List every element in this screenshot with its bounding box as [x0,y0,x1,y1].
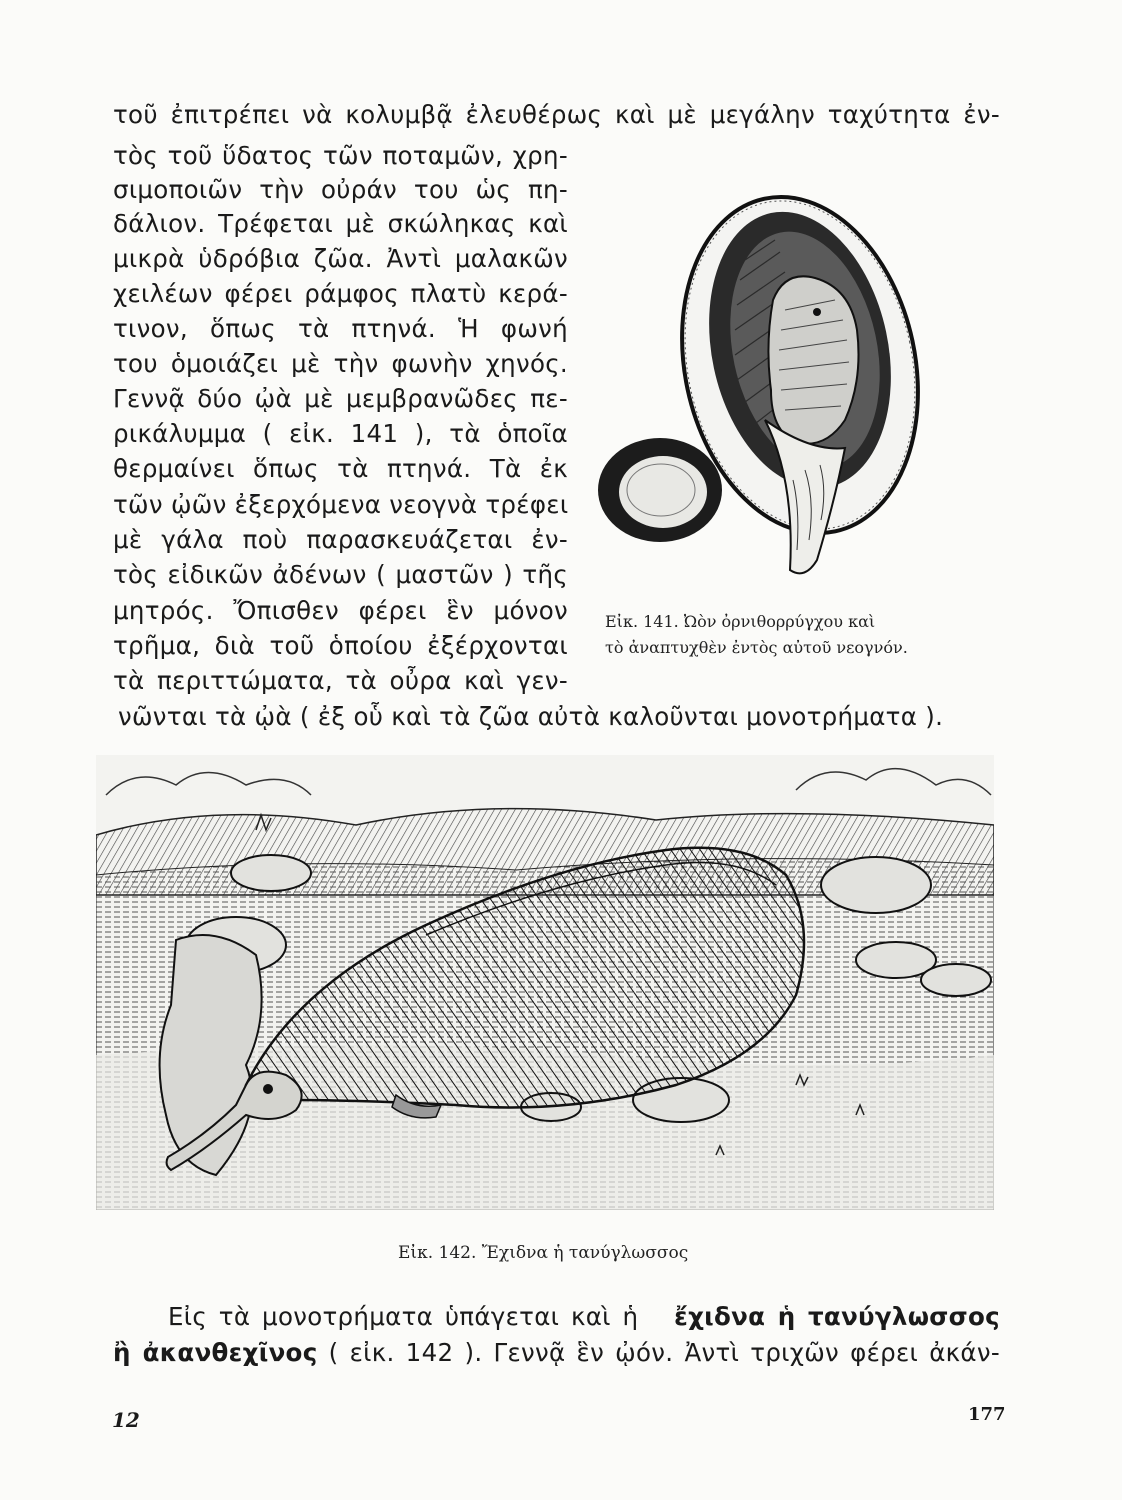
signature-mark: 12 [112,1408,140,1432]
text-line: τὰ περιττώματα, τὰ οὖρα καὶ γεν- [113,666,568,695]
text-line [113,1338,1000,1367]
page-number: 177 [968,1404,1006,1425]
text-line: σιμοποιῶν τὴν οὐράν του ὡς πη- [113,175,568,204]
text-line: τινον, ὅπως τὰ πτηνά. Ἡ φωνή [113,314,568,343]
bold-term: ἔχιδνα ἡ τανύγλωσσος [674,1302,1000,1331]
text-line: νῶνται τὰ ᾠὰ ( ἐξ οὗ καὶ τὰ ζῶα αὐτὰ καλοῦνται μονοτρήματα ). [118,702,944,731]
text-line: τὸς τοῦ ὕδατος τῶν ποταμῶν, χρη- [113,141,568,170]
text-line: Γεννᾷ δύο ᾠὰ μὲ μεμβρανῶδες πε- [113,384,568,413]
text-line: του ὁμοιάζει μὲ τὴν φωνὴν χηνός. [113,349,568,378]
text-line: χειλέων φέρει ράμφος πλατὺ κερά- [113,279,568,308]
text-line: τοῦ ἐπιτρέπει νὰ κολυμβᾷ ἐλευθέρως καὶ μὲ μεγάλην ταχύτητα ἐν- [113,100,1000,129]
text-segment: Εἰς τὰ μονοτρήματα ὑπάγεται καὶ ἡ [168,1302,639,1331]
text-line: ρικάλυμμα ( εἰκ. 141 ), τὰ ὁποῖα [113,419,568,448]
figure-141-caption-line1: Εἰκ. 141. Ὠὸν ὀρνιθορρύγχου καὶ [605,612,876,631]
text-line: τῶν ᾠῶν ἐξερχόμενα νεογνὰ τρέφει [113,490,569,519]
text-segment: ( εἰκ. 142 ). Γεννᾷ ἓν ᾠόν. Ἀντὶ τριχῶν φέρει ἀκάν- [328,1338,1000,1367]
text-line: μικρὰ ὑδρόβια ζῶα. Ἀντὶ μαλακῶν [113,244,568,273]
text-line: δάλιον. Τρέφεται μὲ σκώληκας καὶ [113,209,568,238]
text-line [168,1302,1000,1331]
figure-141-caption-line2: τὸ ἀναπτυχθὲν ἐντὸς αὐτοῦ νεογνόν. [605,638,908,657]
text-line: μὲ γάλα ποὺ παρασκευάζεται ἐν- [113,525,568,554]
text-line: τρῆμα, διὰ τοῦ ὁποίου ἐξέρχονται [113,631,568,660]
echidna-engraving-illustration [96,755,994,1210]
text-line: τὸς εἰδικῶν ἀδένων ( μαστῶν ) τῆς [113,560,568,589]
bold-term: ἢ ἀκανθεχῖνος [113,1338,318,1367]
text-line: μητρός. Ὄπισθεν φέρει ἓν μόνον [113,596,568,625]
egg-with-platypus-embryo-illustration [595,180,995,600]
figure-142-caption: Εἰκ. 142. Ἔχιδνα ἡ τανύγλωσσος [398,1243,689,1263]
text-line: θερμαίνει ὅπως τὰ πτηνά. Τὰ ἐκ [113,454,568,483]
